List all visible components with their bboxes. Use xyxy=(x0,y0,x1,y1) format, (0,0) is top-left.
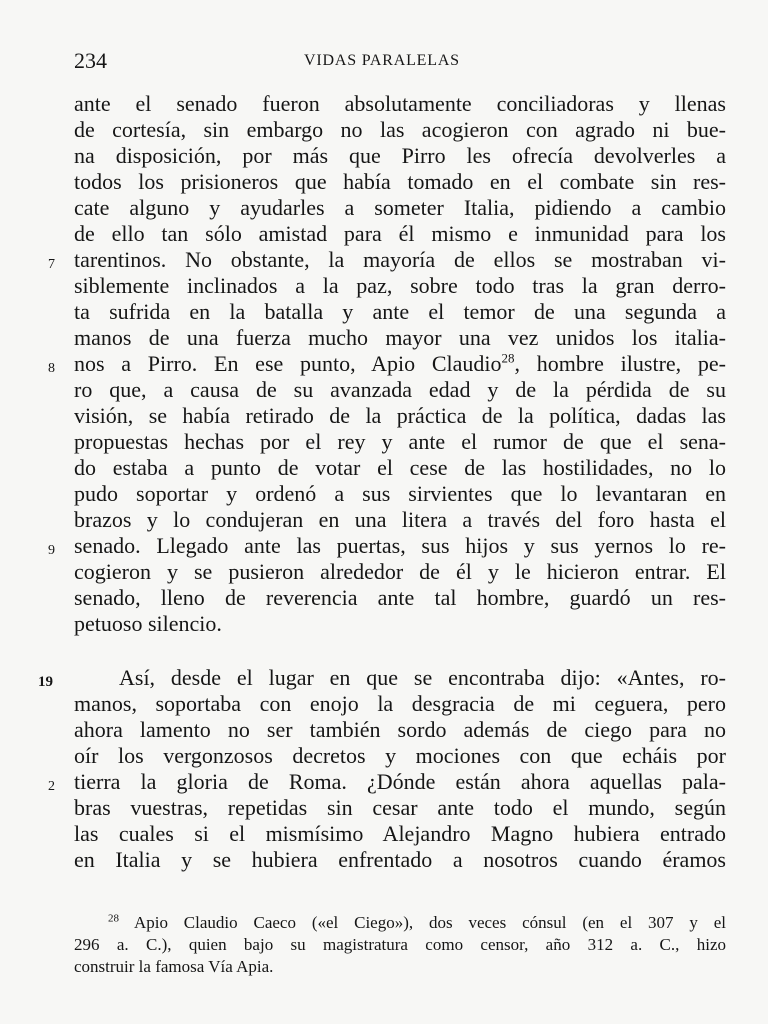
text-line: cogieron y se pusieron alrededor de él y le hicieron entrar. El xyxy=(74,559,726,584)
text-line: Así, desde el lugar en que se encontraba dijo: «Antes, ro- xyxy=(119,665,726,690)
text-line: de ello tan sólo amistad para él mismo e inmunidad para los xyxy=(74,221,726,246)
margin-section-number: 7 xyxy=(48,257,55,272)
text-line: pudo soportar y ordenó a sus sirvientes que lo levantaran en xyxy=(74,481,726,506)
text-line: bras vuestras, repetidas sin cesar ante todo el mundo, según xyxy=(74,795,726,820)
footnote-reference: 28 xyxy=(501,350,515,366)
text-line: senado. Llegado ante las puertas, sus hijos y sus yernos lo re- xyxy=(74,533,726,558)
text-line: cate alguno y ayudarles a someter Italia, pidiendo a cambio xyxy=(74,195,726,220)
running-title: VIDAS PARALELAS xyxy=(304,52,460,69)
text-line: ahora lamento no ser también sordo además de ciego para no xyxy=(74,717,726,742)
text-line: las cuales si el mismísimo Alejandro Magno hubiera entrado xyxy=(74,821,726,846)
text-line: ante el senado fueron absolutamente conciliadoras y llenas xyxy=(74,91,726,116)
text-line: de cortesía, sin embargo no las acogieron con agrado ni bue- xyxy=(74,117,726,142)
text-line: manos, soportaba con enojo la desgracia de mi ceguera, pero xyxy=(74,691,726,716)
text-line: brazos y lo condujeran en una litera a través del foro hasta el xyxy=(74,507,726,532)
footnote-line: 296 a. C.), quien bajo su magistratura como censor, año 312 a. C., hizo xyxy=(74,935,726,954)
text-line: propuestas hechas por el rey y ante el rumor de que el sena- xyxy=(74,429,726,454)
page-number: 234 xyxy=(74,48,107,73)
text-line-with-footnote-ref xyxy=(74,351,726,377)
text-line: do estaba a punto de votar el cese de las hostilidades, no lo xyxy=(74,455,726,480)
margin-section-number: 8 xyxy=(48,361,55,376)
page-header xyxy=(74,46,724,76)
text-line: todos los prisioneros que había tomado en el combate sin res- xyxy=(74,169,726,194)
text-line: oír los vergonzosos decretos y mociones con que echáis por xyxy=(74,743,726,768)
text-line: en Italia y se hubiera enfrentado a nosotros cuando éramos xyxy=(74,847,726,872)
text-line: ro que, a causa de su avanzada edad y de la pérdida de su xyxy=(74,377,726,402)
text-line: petuoso silencio. xyxy=(74,611,222,636)
text-line: senado, lleno de reverencia ante tal hombre, guardó un res- xyxy=(74,585,726,610)
footnote-text: Apio Claudio Caeco («el Ciego»), dos veces cónsul (en el 307 y el xyxy=(133,913,727,932)
margin-chapter-number: 19 xyxy=(38,674,53,690)
text-line: tierra la gloria de Roma. ¿Dónde están ahora aquellas pala- xyxy=(74,769,726,794)
footnote-line xyxy=(74,912,726,934)
text-line: visión, se había retirado de la práctica de la política, dadas las xyxy=(74,403,726,428)
text-line: tarentinos. No obstante, la mayoría de ellos se mostraban vi- xyxy=(74,247,726,272)
text-line: siblemente inclinados a la paz, sobre todo tras la gran derro- xyxy=(74,273,726,298)
text-line: na disposición, por más que Pirro les ofrecía devolverles a xyxy=(74,143,726,168)
text-segment: , hombre ilustre, pe- xyxy=(514,351,726,376)
footnote-mark: 28 xyxy=(108,912,119,925)
text-line: manos de una fuerza mucho mayor una vez unidos los italia- xyxy=(74,325,726,350)
text-line: ta sufrida en la batalla y ante el temor de una segunda a xyxy=(74,299,726,324)
margin-section-number: 9 xyxy=(48,543,55,558)
margin-section-number: 2 xyxy=(48,779,55,794)
text-segment: nos a Pirro. En ese punto, Apio Claudio xyxy=(74,351,502,376)
footnote-line: construir la famosa Vía Apia. xyxy=(74,957,274,976)
